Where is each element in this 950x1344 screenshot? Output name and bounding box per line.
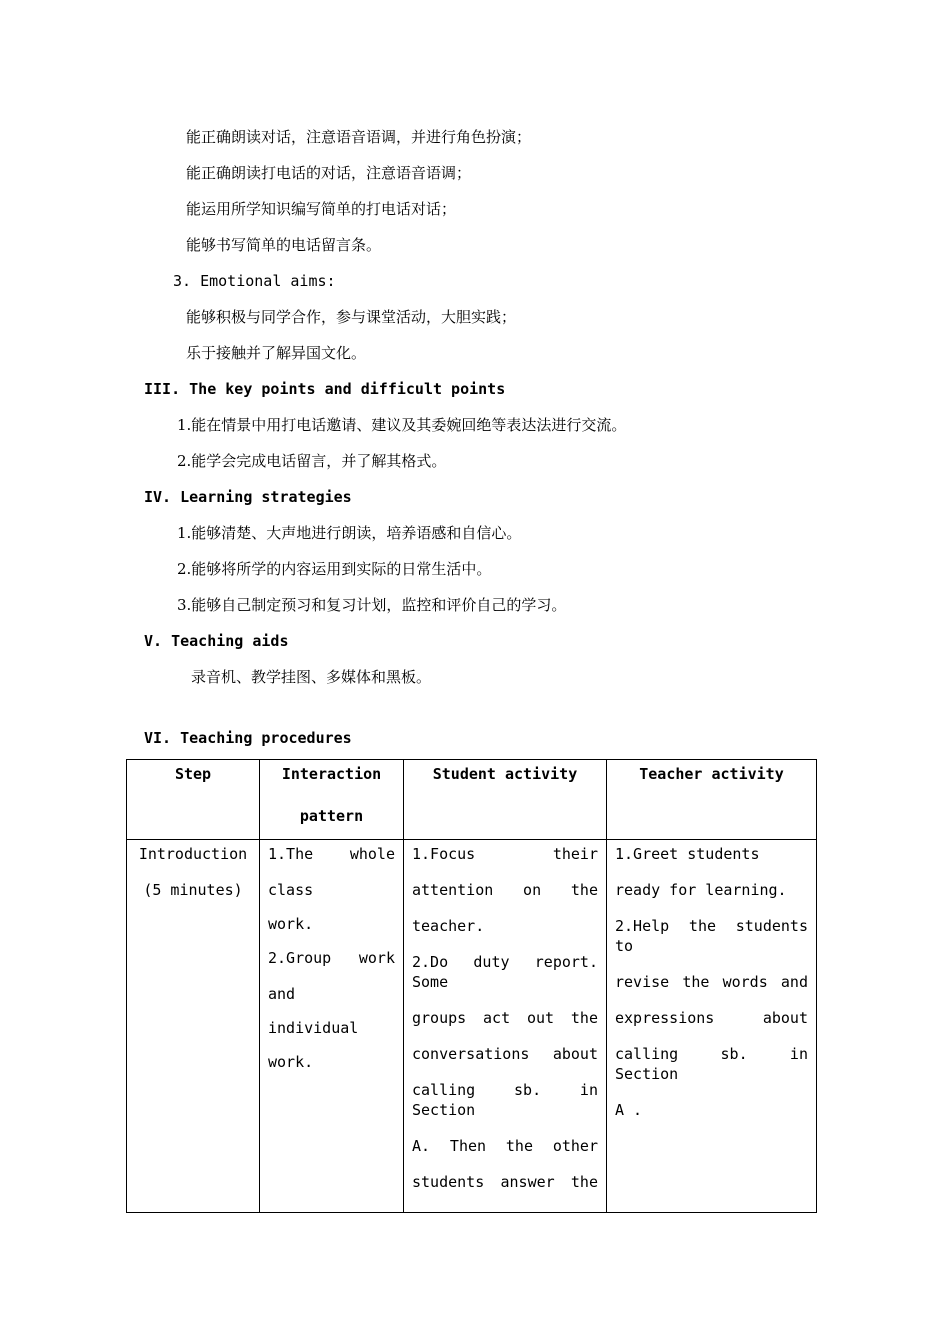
procedures-table — [126, 759, 817, 1213]
learning-strategies-heading: IV. Learning strategies — [144, 488, 352, 506]
key-point-2: 2.能学会完成电话留言，并了解其格式。 — [177, 452, 447, 470]
emotional-aim-2: 乐于接触并了解异国文化。 — [186, 344, 367, 362]
emotional-aim-1: 能够积极与同学合作，参与课堂活动，大胆实践； — [186, 308, 517, 326]
skill-aim-4: 能够书写简单的电话留言条。 — [186, 236, 382, 254]
cell-student-activity: 1.Focus their attention on the teacher. 2.Do duty report. Some groups act out the conversations about calling sb. in Section A. Then the other students answer the — [404, 840, 607, 1213]
key-point-1: 1.能在情景中用打电话邀请、建议及其委婉回绝等表达法进行交流。 — [177, 416, 627, 434]
teaching-aids-text: 录音机、教学挂图、多媒体和黑板。 — [191, 668, 432, 686]
cell-step: Introduction (5 minutes) — [127, 840, 260, 1213]
column-header-interaction: Interaction pattern — [260, 760, 404, 840]
procedures-heading: VI. Teaching procedures — [144, 729, 352, 747]
learning-strategy-3: 3.能够自己制定预习和复习计划，监控和评价自己的学习。 — [177, 596, 567, 614]
emotional-aims-heading: 3. Emotional aims: — [173, 272, 336, 290]
table-header-row — [127, 760, 817, 840]
column-header-teacher-activity: Teacher activity — [607, 760, 817, 840]
cell-teacher-activity: 1.Greet students ready for learning. 2.Help the students to revise the words and expressions about calling sb. in Section A . — [607, 840, 817, 1213]
table-row — [127, 840, 817, 1213]
column-header-step: Step — [127, 760, 260, 840]
key-points-heading: III. The key points and difficult points — [144, 380, 506, 398]
skill-aim-2: 能正确朗读打电话的对话，注意语音语调； — [186, 164, 472, 182]
learning-strategy-2: 2.能够将所学的内容运用到实际的日常生活中。 — [177, 560, 492, 578]
skill-aim-1: 能正确朗读对话，注意语音语调，并进行角色扮演； — [186, 128, 532, 146]
teaching-aids-heading: V. Teaching aids — [144, 632, 289, 650]
column-header-student-activity: Student activity — [404, 760, 607, 840]
learning-strategy-1: 1.能够清楚、大声地进行朗读，培养语感和自信心。 — [177, 524, 522, 542]
cell-interaction: 1.The whole class work. 2.Group work and individual work. — [260, 840, 404, 1213]
skill-aim-3: 能运用所学知识编写简单的打电话对话； — [186, 200, 457, 218]
